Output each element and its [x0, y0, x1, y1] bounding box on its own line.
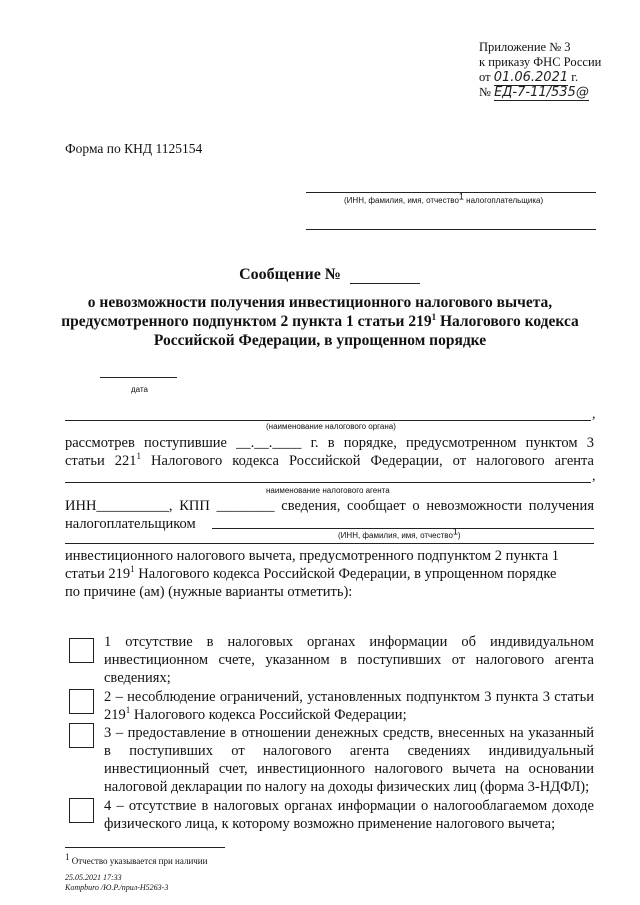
- option-2-checkbox[interactable]: [69, 689, 94, 714]
- print-stamp: 25.05.2021 17:33 Kompburo /Ю.Р./прил-Н5263-3: [65, 873, 169, 892]
- taxpayer-word: налогоплательщиком: [65, 516, 196, 532]
- taxpayer-line-4: [65, 543, 594, 544]
- option-3-text: 3 – предоставление в отношении денежных средств, внесенных на указанный в поступивших от налогового агента сведениях индивидуальный инвестиционный счет, инвестиционного налогового вычета на основании налоговой декларации по налогу на доходы физических лиц (форма 3-НДФЛ);: [104, 725, 594, 795]
- handwritten-order-number: ЕД-7-11/535@: [494, 85, 589, 100]
- document-title: о невозможности получения инвестиционного налогового вычета, предусмотренного подпунктом 2 пункта 1 статьи $219^1$ Налогового кодекса Российской Федерации, в упрощенном порядке: [61, 294, 579, 349]
- taxpayer-caption-2: (ИНН, фамилия, имя, отчество$^1$): [338, 526, 461, 540]
- appendix-block: [479, 40, 601, 100]
- taxpayer-caption: (ИНН, фамилия, имя, отчество$^1$ налогоплательщика): [344, 191, 544, 205]
- taxpayer-line-2: [306, 229, 596, 230]
- option-1-text: 1 отсутствие в налоговых органах информации об индивидуальном инвестиционном счете, указанном в поступивших от налогового агента сведениях;: [104, 634, 594, 686]
- paragraph-review: рассмотрев поступившие __.__.____ г. в порядке, предусмотренном пунктом 3 статьи $221^1$ Налогового кодекса Российской Федерации, от налогового агента: [65, 435, 594, 469]
- option-4-text: 4 – отсутствие в налоговых органах информации о налогооблагаемом доходе физического лица, к которому возможно применение налогового вычета;: [104, 798, 594, 832]
- message-number-line: [350, 283, 420, 284]
- option-2-text: 2 – несоблюдение ограничений, установленных подпунктом 3 пункта 3 статьи $219^1$ Налогового кодекса Российской Федерации;: [104, 689, 594, 723]
- inn-kpp-line: ИНН__________, КПП ________ сведения, сообщает о невозможности получения: [65, 498, 594, 514]
- option-1-checkbox[interactable]: [69, 638, 94, 663]
- appendix-line2: к приказу ФНС России: [479, 55, 602, 69]
- paragraph-deduction: инвестиционного налогового вычета, предусмотренного подпунктом 2 пункта 1 статьи $219^1$ Налогового кодекса Российской Федерации, в упрощенном порядке по причине (ам) (нужные варианты отметить):: [65, 548, 560, 600]
- option-3-checkbox[interactable]: [69, 723, 94, 748]
- form-code: Форма по КНД 1125154: [65, 141, 203, 156]
- tax-authority-caption: (наименование налогового органа): [266, 422, 396, 431]
- comma-1: ,: [592, 407, 596, 422]
- comma-2: ,: [592, 469, 596, 484]
- appendix-line1: Приложение № 3: [479, 40, 571, 54]
- date-caption: дата: [131, 385, 148, 394]
- agent-line: [65, 482, 591, 483]
- handwritten-date: 01.06.2021: [493, 70, 569, 85]
- footnote-separator: [65, 847, 225, 848]
- taxpayer-line-3: [212, 528, 594, 529]
- taxpayer-line-1: [306, 192, 596, 193]
- tax-authority-line: [65, 420, 591, 421]
- appendix-number-line: № ЕД-7-11/535@: [479, 85, 589, 100]
- message-heading: Сообщение №: [239, 266, 341, 283]
- option-4-checkbox[interactable]: [69, 798, 94, 823]
- agent-caption: наименование налогового агента: [266, 486, 390, 495]
- appendix-date-line: от 01.06.2021 г.: [479, 70, 579, 85]
- date-line: [100, 377, 177, 378]
- footnote: $^1$ Отчество указывается при наличии: [65, 852, 208, 866]
